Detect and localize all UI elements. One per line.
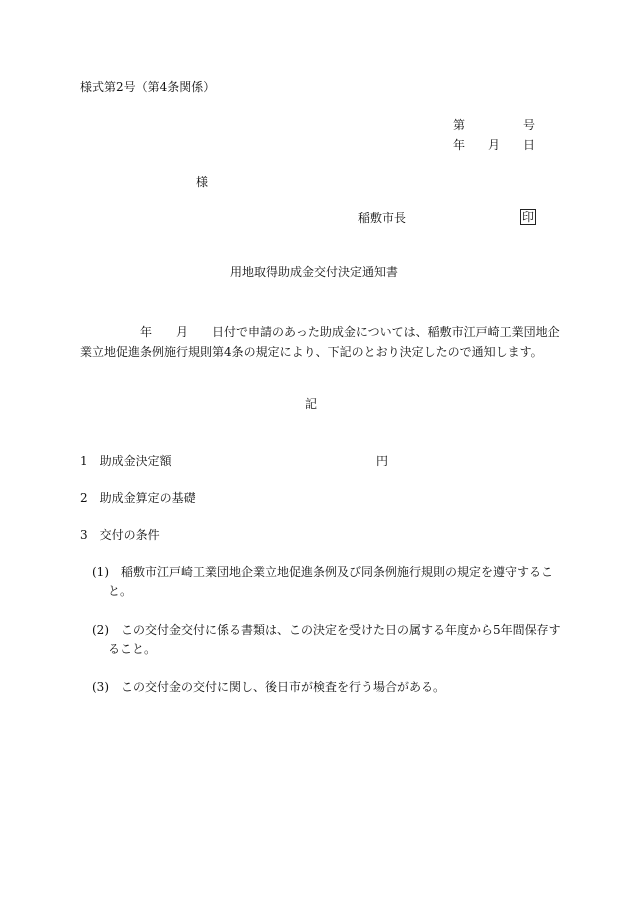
condition-1-line-2: と。 [108, 584, 133, 598]
condition-2 [92, 621, 562, 659]
condition-3 [92, 678, 562, 697]
seal-mark: 印 [522, 210, 535, 224]
condition-3-line-1: (3) この交付金の交付に関し、後日市が検査を行う場合がある。 [92, 680, 446, 694]
date-day-label: 日 [523, 138, 536, 152]
document-number-prefix: 第 [453, 118, 466, 132]
addressee-honorific: 様 [196, 175, 209, 189]
date-month-label: 月 [488, 138, 501, 152]
condition-1 [92, 563, 562, 601]
document-number-suffix: 号 [523, 118, 536, 132]
body-paragraph [80, 322, 560, 362]
body-line-1: 年 月 日付で申請のあった助成金については、稲敷市江戸崎工業団地企 [80, 325, 560, 339]
item-conditions-label: 3 交付の条件 [80, 528, 160, 542]
condition-2-line-1: (2) この交付金交付に係る書類は、この決定を受けた日の属する年度から5年間保存す [92, 623, 561, 637]
condition-2-line-2: ること。 [108, 642, 157, 656]
item-grant-amount-label: 1 助成金決定額 [80, 454, 172, 468]
item-grant-amount-unit: 円 [376, 454, 389, 468]
item-calculation-basis-label: 2 助成金算定の基礎 [80, 491, 196, 505]
date-year-label: 年 [453, 138, 466, 152]
ki-heading: 記 [305, 397, 318, 411]
document-title: 用地取得助成金交付決定通知書 [230, 265, 399, 279]
condition-1-line-1: (1) 稲敷市江戸崎工業団地企業立地促進条例及び同条例施行規則の規定を遵守するこ [92, 565, 554, 579]
form-number: 様式第2号（第4条関係） [80, 80, 216, 94]
body-line-2: 業立地促進条例施行規則第4条の規定により、下記のとおり決定したので通知します。 [80, 345, 543, 359]
issuer-name: 稲敷市長 [358, 211, 407, 225]
